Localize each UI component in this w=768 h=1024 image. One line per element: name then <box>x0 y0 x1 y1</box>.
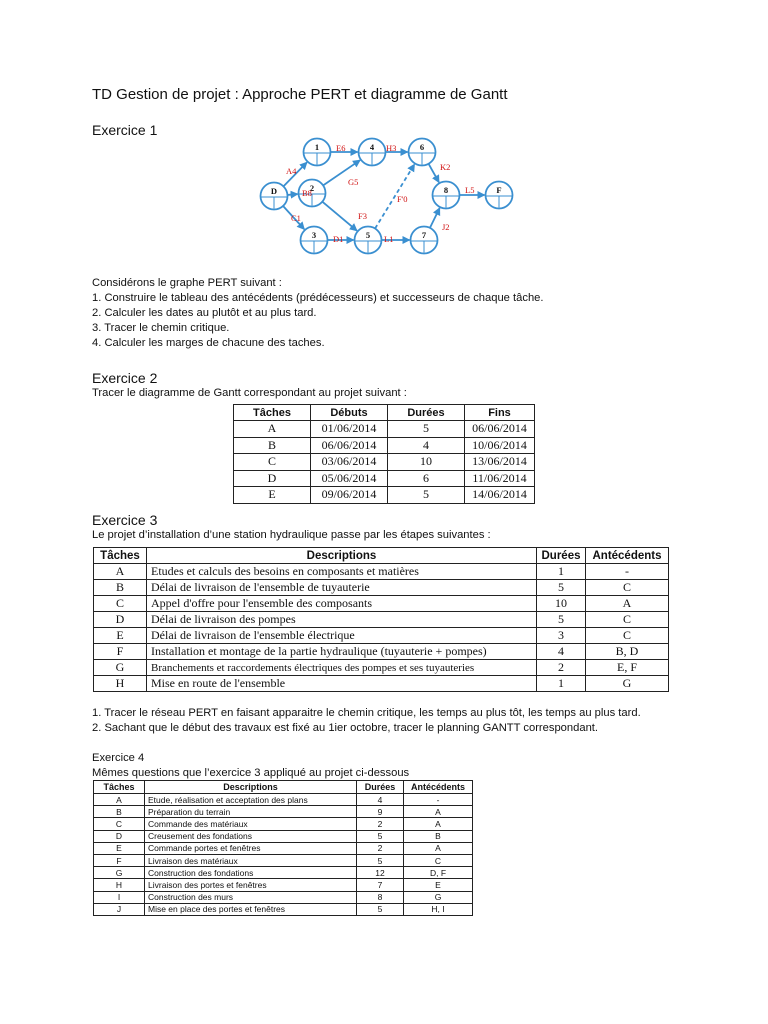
table-row <box>94 867 473 879</box>
svg-text:1: 1 <box>314 142 320 152</box>
table-row <box>94 612 669 628</box>
cell: B <box>94 806 145 818</box>
cell: - <box>404 794 473 806</box>
t4-header: Durées <box>357 781 404 794</box>
edge-label-F3: F3 <box>358 211 367 221</box>
cell: G <box>94 867 145 879</box>
cell: C <box>94 596 147 612</box>
cell: 05/06/2014 <box>311 470 388 487</box>
table-row <box>234 454 535 471</box>
exercise-4-heading: Exercice 4 <box>92 752 145 764</box>
node-7 <box>411 227 438 254</box>
edge-label-J2: J2 <box>442 222 450 232</box>
exercise-4-intro: Mêmes questions que l’exercice 3 appliqué au projet ci-dessous <box>92 767 410 779</box>
edge-2-5 <box>322 202 357 231</box>
cell: A <box>404 806 473 818</box>
cell: E <box>94 628 147 644</box>
cell: G <box>94 660 147 676</box>
cell: Délai de livraison de l'ensemble de tuyauterie <box>147 580 537 596</box>
table-row <box>94 676 669 692</box>
cell: 10 <box>537 596 586 612</box>
cell: H, I <box>404 903 473 915</box>
cell: 5 <box>388 421 465 438</box>
table-row <box>94 818 473 830</box>
edge-label-H3: H3 <box>386 143 397 153</box>
table-row <box>234 421 535 438</box>
cell: Installation et montage de la partie hydraulique (tuyauterie + pompes) <box>147 644 537 660</box>
cell: A <box>94 564 147 580</box>
cell: - <box>586 564 669 580</box>
cell: 7 <box>357 879 404 891</box>
cell: Délai de livraison de l'ensemble électrique <box>147 628 537 644</box>
table-row <box>94 644 669 660</box>
cell: 13/06/2014 <box>465 454 535 471</box>
cell: B <box>404 830 473 842</box>
cell: D <box>94 612 147 628</box>
exercise-2-heading: Exercice 2 <box>92 370 158 386</box>
ex1-line-4: 4. Calculer les marges de chacune des taches. <box>92 337 325 349</box>
table-row <box>94 794 473 806</box>
node-D <box>261 183 288 210</box>
node-1 <box>304 139 331 166</box>
cell: 14/06/2014 <box>465 487 535 504</box>
edge-label-D1: D1 <box>333 234 344 244</box>
ex1-line-3: 3. Tracer le chemin critique. <box>92 322 230 334</box>
t4-header: Tâches <box>94 781 145 794</box>
table-row <box>94 580 669 596</box>
cell: Mise en place des portes et fenêtres <box>145 903 357 915</box>
cell: E, F <box>586 660 669 676</box>
cell: C <box>586 580 669 596</box>
house-project-table <box>93 780 473 916</box>
cell: Construction des fondations <box>145 867 357 879</box>
cell: 5 <box>388 487 465 504</box>
node-5 <box>355 227 382 254</box>
cell: C <box>404 854 473 866</box>
edge-6-8 <box>429 164 439 183</box>
cell: Commande des matériaux <box>145 818 357 830</box>
t3-header: Antécédents <box>586 548 669 564</box>
pert-graph <box>250 130 530 260</box>
svg-text:6: 6 <box>419 142 425 152</box>
cell: H <box>94 676 147 692</box>
cell: Délai de livraison des pompes <box>147 612 537 628</box>
cell: 12 <box>357 867 404 879</box>
t3-header: Descriptions <box>147 548 537 564</box>
t4-header: Descriptions <box>145 781 357 794</box>
edge-label-C1: C1 <box>291 213 301 223</box>
cell: Livraison des portes et fenêtres <box>145 879 357 891</box>
exercise-3-intro: Le projet d’installation d’une station hydraulique passe par les étapes suivantes : <box>92 529 491 541</box>
cell: E <box>94 842 145 854</box>
hydraulic-station-table <box>93 547 669 692</box>
svg-text:7: 7 <box>421 230 427 240</box>
cell: 2 <box>357 818 404 830</box>
t2-header: Durées <box>388 405 465 421</box>
edge-5-6 <box>375 164 414 228</box>
cell: 06/06/2014 <box>311 437 388 454</box>
cell: A <box>404 842 473 854</box>
node-8 <box>433 182 460 209</box>
edge-label-L5: L5 <box>465 185 475 195</box>
cell: Livraison des matériaux <box>145 854 357 866</box>
cell: Etude, réalisation et acceptation des plans <box>145 794 357 806</box>
cell: H <box>94 879 145 891</box>
svg-text:2: 2 <box>309 183 315 193</box>
table-row <box>94 879 473 891</box>
cell: 03/06/2014 <box>311 454 388 471</box>
cell: J <box>94 903 145 915</box>
cell: 9 <box>357 806 404 818</box>
table-row <box>94 842 473 854</box>
cell: 2 <box>357 842 404 854</box>
cell: Branchements et raccordements électriques des pompes et ses tuyauteries <box>147 660 537 676</box>
svg-text:3: 3 <box>311 230 317 240</box>
ex3-question-1: 1. Tracer le réseau PERT en faisant apparaitre le chemin critique, les temps au plus tôt, les temps au plus tard. <box>92 707 641 719</box>
cell: Construction des murs <box>145 891 357 903</box>
cell: 2 <box>537 660 586 676</box>
t2-header: Fins <box>465 405 535 421</box>
cell: F <box>94 644 147 660</box>
ex3-question-2: 2. Sachant que le début des travaux est fixé au 1ier octobre, tracer le planning GANTT correspondant. <box>92 722 599 734</box>
edge-D-2 <box>287 194 297 195</box>
table-row <box>234 487 535 504</box>
cell: B, D <box>586 644 669 660</box>
cell: G <box>404 891 473 903</box>
cell: Appel d'offre pour l'ensemble des composants <box>147 596 537 612</box>
cell: Mise en route de l'ensemble <box>147 676 537 692</box>
cell: 1 <box>537 676 586 692</box>
t3-header: Tâches <box>94 548 147 564</box>
cell: D <box>234 470 311 487</box>
cell: A <box>404 818 473 830</box>
table-row <box>94 903 473 915</box>
edge-label-G5: G5 <box>348 177 359 187</box>
cell: 3 <box>537 628 586 644</box>
edge-label-B8: B8 <box>302 188 312 198</box>
cell: C <box>586 628 669 644</box>
cell: 4 <box>388 437 465 454</box>
cell: 4 <box>357 794 404 806</box>
cell: B <box>94 580 147 596</box>
cell: 5 <box>357 903 404 915</box>
cell: Etudes et calculs des besoins en composants et matières <box>147 564 537 580</box>
cell: A <box>586 596 669 612</box>
cell: C <box>234 454 311 471</box>
gantt-input-table <box>233 404 535 504</box>
t4-header: Antécédents <box>404 781 473 794</box>
exercise-3-heading: Exercice 3 <box>92 512 158 528</box>
cell: B <box>234 437 311 454</box>
cell: Creusement des fondations <box>145 830 357 842</box>
edge-label-A4: A4 <box>286 166 297 176</box>
table-row <box>94 806 473 818</box>
table-row <box>94 596 669 612</box>
edge-label-L1: L1 <box>384 234 394 244</box>
table-row <box>94 891 473 903</box>
table-row <box>94 854 473 866</box>
ex1-line-1: 1. Construire le tableau des antécédents (prédécesseurs) et successeurs de chaque tâche. <box>92 292 544 304</box>
cell: 5 <box>537 580 586 596</box>
edge-label-F'0: F'0 <box>397 194 408 204</box>
cell: F <box>94 854 145 866</box>
table-row <box>94 628 669 644</box>
cell: E <box>234 487 311 504</box>
ex1-line-2: 2. Calculer les dates au plutôt et au plus tard. <box>92 307 317 319</box>
exercise-2-intro: Tracer le diagramme de Gantt correspondant au projet suivant : <box>92 387 407 399</box>
table-row <box>234 437 535 454</box>
table-row <box>94 660 669 676</box>
cell: A <box>94 794 145 806</box>
node-F <box>486 182 513 209</box>
edge-label-K2: K2 <box>440 162 451 172</box>
page-title: TD Gestion de projet : Approche PERT et diagramme de Gantt <box>92 86 508 103</box>
node-3 <box>301 227 328 254</box>
table-row <box>94 830 473 842</box>
t2-header: Débuts <box>311 405 388 421</box>
cell: 11/06/2014 <box>465 470 535 487</box>
cell: 09/06/2014 <box>311 487 388 504</box>
svg-text:5: 5 <box>365 230 371 240</box>
exercise-1-heading: Exercice 1 <box>92 122 158 138</box>
node-4 <box>359 139 386 166</box>
edge-label-E6: E6 <box>336 143 346 153</box>
cell: G <box>586 676 669 692</box>
cell: 5 <box>357 854 404 866</box>
cell: 4 <box>537 644 586 660</box>
cell: A <box>234 421 311 438</box>
cell: 1 <box>537 564 586 580</box>
edge-7-8 <box>430 208 440 228</box>
cell: C <box>586 612 669 628</box>
cell: 10/06/2014 <box>465 437 535 454</box>
cell: D <box>94 830 145 842</box>
svg-text:8: 8 <box>443 185 449 195</box>
table-row <box>94 564 669 580</box>
cell: E <box>404 879 473 891</box>
cell: 06/06/2014 <box>465 421 535 438</box>
cell: 6 <box>388 470 465 487</box>
table-row <box>234 470 535 487</box>
t2-header: Tâches <box>234 405 311 421</box>
cell: Préparation du terrain <box>145 806 357 818</box>
cell: 01/06/2014 <box>311 421 388 438</box>
svg-text:F: F <box>496 185 502 195</box>
cell: C <box>94 818 145 830</box>
svg-text:4: 4 <box>369 142 375 152</box>
cell: Commande portes et fenêtres <box>145 842 357 854</box>
cell: 10 <box>388 454 465 471</box>
ex1-line-0: Considérons le graphe PERT suivant : <box>92 277 282 289</box>
cell: 5 <box>537 612 586 628</box>
t3-header: Durées <box>537 548 586 564</box>
cell: 8 <box>357 891 404 903</box>
cell: I <box>94 891 145 903</box>
node-6 <box>409 139 436 166</box>
cell: 5 <box>357 830 404 842</box>
svg-text:D: D <box>270 186 278 196</box>
cell: D, F <box>404 867 473 879</box>
